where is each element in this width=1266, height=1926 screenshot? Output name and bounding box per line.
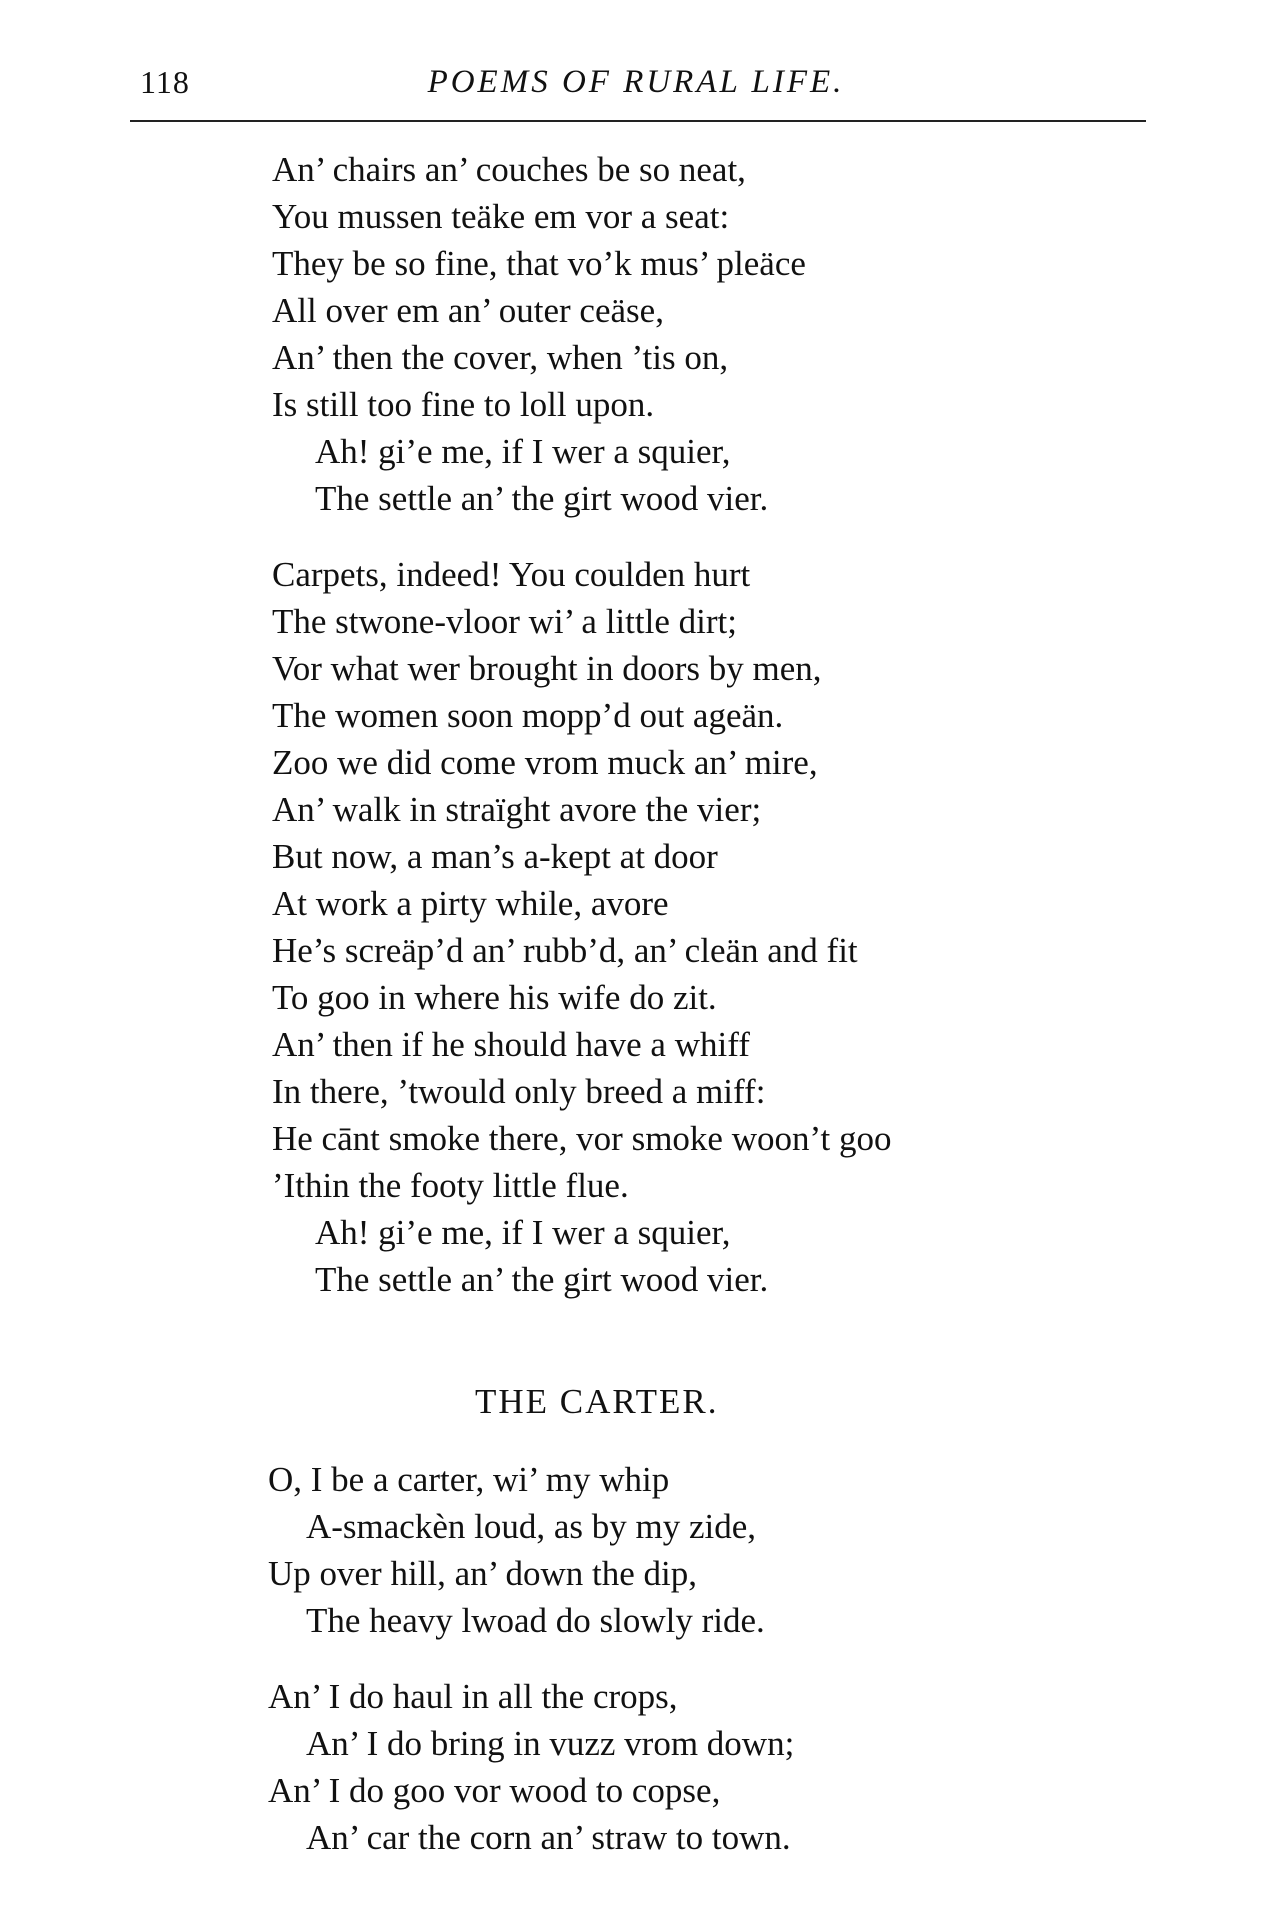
verse-line: An’ then the cover, when ’tis on, bbox=[272, 338, 729, 377]
verse-line: In there, ’twould only breed a miff: bbox=[272, 1072, 766, 1111]
page-number: 118 bbox=[140, 64, 190, 100]
verse-line: He’s screäp’d an’ rubb’d, an’ cleän and fit bbox=[272, 931, 858, 970]
verse-line: An’ car the corn an’ straw to town. bbox=[306, 1818, 791, 1857]
verse-line: Up over hill, an’ down the dip, bbox=[268, 1554, 697, 1593]
verse-line: Vor what wer brought in doors by men, bbox=[272, 649, 822, 688]
verse-line: An’ then if he should have a whiff bbox=[272, 1025, 750, 1064]
running-title: POEMS OF RURAL LIFE. bbox=[427, 64, 845, 100]
verse-line: All over em an’ outer ceäse, bbox=[272, 291, 664, 330]
verse-line: You mussen teäke em vor a seat: bbox=[272, 197, 730, 236]
verse-line: The women soon mopp’d out ageän. bbox=[272, 696, 784, 735]
verse-line: The stwone-vloor wi’ a little dirt; bbox=[272, 602, 737, 641]
verse-line: ’Ithin the footy little flue. bbox=[272, 1166, 629, 1205]
verse-line: A-smackèn loud, as by my zide, bbox=[306, 1507, 757, 1546]
verse-line: An’ chairs an’ couches be so neat, bbox=[272, 150, 746, 189]
verse-line: The heavy lwoad do slowly ride. bbox=[306, 1601, 765, 1640]
verse-line: But now, a man’s a-kept at door bbox=[272, 837, 718, 876]
poem-title: THE CARTER. bbox=[475, 1382, 719, 1421]
verse-line: He cānt smoke there, vor smoke woon’t goo bbox=[272, 1119, 892, 1158]
verse-line: An’ walk in straïght avore the vier; bbox=[272, 790, 762, 829]
verse-line: An’ I do goo vor wood to copse, bbox=[268, 1771, 721, 1810]
refrain-line: Ah! gi’e me, if I wer a squier, bbox=[315, 432, 731, 471]
verse-line: At work a pirty while, avore bbox=[272, 884, 669, 923]
refrain-line: The settle an’ the girt wood vier. bbox=[315, 1260, 769, 1299]
refrain-line: The settle an’ the girt wood vier. bbox=[315, 479, 769, 518]
verse-line: To goo in where his wife do zit. bbox=[272, 978, 717, 1017]
verse-line: O, I be a carter, wi’ my whip bbox=[268, 1460, 670, 1499]
verse-line: Is still too fine to loll upon. bbox=[272, 385, 655, 424]
header-rule bbox=[130, 120, 1146, 122]
verse-line: An’ I do bring in vuzz vrom down; bbox=[306, 1724, 795, 1763]
verse-line: They be so fine, that vo’k mus’ pleäce bbox=[272, 244, 806, 283]
verse-line: Carpets, indeed! You coulden hurt bbox=[272, 555, 751, 594]
refrain-line: Ah! gi’e me, if I wer a squier, bbox=[315, 1213, 731, 1252]
verse-line: Zoo we did come vrom muck an’ mire, bbox=[272, 743, 818, 782]
verse-line: An’ I do haul in all the crops, bbox=[268, 1677, 678, 1716]
page-header bbox=[126, 58, 1146, 114]
